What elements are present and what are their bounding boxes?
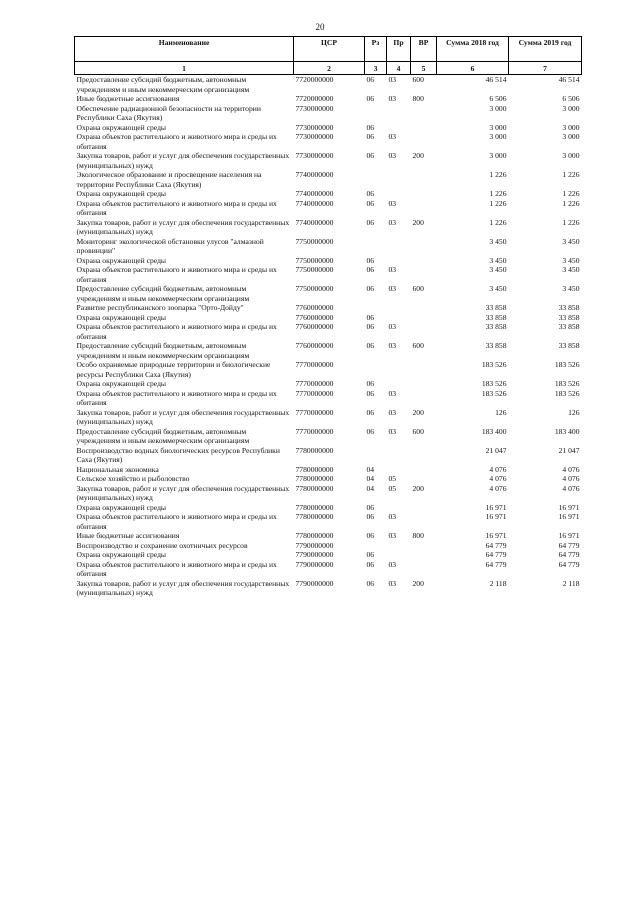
table-row xyxy=(75,265,582,284)
cell-csr: 7730000000 xyxy=(295,122,334,132)
table-row xyxy=(75,408,582,427)
cell-pr xyxy=(387,189,411,199)
cell-sum-2018: 33 858 xyxy=(485,322,507,331)
table-row xyxy=(75,199,582,218)
cell-csr: 7750000000 xyxy=(295,284,334,293)
table-row xyxy=(75,512,582,531)
cell-rz xyxy=(365,170,387,189)
header-sum-2019: Сумма 2019 год xyxy=(509,37,582,62)
cell-sum-2018: 3 450 xyxy=(489,265,507,274)
cell-rz xyxy=(365,303,387,313)
table-row xyxy=(75,484,582,503)
cell-pr xyxy=(387,123,411,133)
cell-name: Особо охраняемые природные территории и биологические ресурсы Республики Саха (Якутия) xyxy=(76,360,271,379)
cell-csr: 7750000000 xyxy=(295,236,334,246)
cell-csr: 7730000000 xyxy=(295,151,334,160)
cell-vr xyxy=(411,123,437,133)
cell-pr: 03 xyxy=(388,407,397,417)
cell-pr: 05 xyxy=(388,474,397,483)
cell-csr: 7770000000 xyxy=(295,388,334,398)
table-row xyxy=(75,360,582,379)
cell-pr: 03 xyxy=(388,151,397,160)
cell-vr: 600 xyxy=(412,341,424,350)
cell-sum-2019: 33 858 xyxy=(558,312,580,322)
cell-pr: 03 xyxy=(388,531,397,540)
cell-sum-2018: 1 226 xyxy=(489,198,507,208)
cell-rz: 06 xyxy=(366,151,375,160)
column-number: 2 xyxy=(294,62,365,75)
cell-pr: 05 xyxy=(388,483,397,493)
cell-csr: 7740000000 xyxy=(295,217,334,227)
header-sum-2018: Сумма 2018 год xyxy=(437,37,509,62)
column-number: 3 xyxy=(365,62,387,75)
cell-rz: 06 xyxy=(366,559,375,569)
cell-vr xyxy=(411,503,437,513)
cell-name: Предоставление субсидий бюджетным, автономным учреждениям и иным некоммерческим организациям xyxy=(76,426,250,445)
cell-csr: 7780000000 xyxy=(295,531,334,540)
cell-pr: 03 xyxy=(388,341,397,350)
cell-sum-2019: 1 226 xyxy=(562,170,580,179)
cell-name: Воспроизводство и сохранение охотничьих ресурсов xyxy=(76,540,248,550)
cell-rz: 04 xyxy=(366,483,375,493)
cell-csr: 7780000000 xyxy=(295,512,334,521)
table-row xyxy=(75,341,582,360)
cell-csr: 7760000000 xyxy=(295,312,334,322)
cell-sum-2019: 46 514 xyxy=(558,75,580,84)
cell-vr xyxy=(411,265,437,284)
cell-vr xyxy=(411,132,437,151)
cell-vr xyxy=(411,360,437,379)
cell-pr: 03 xyxy=(388,265,397,274)
cell-sum-2019: 183 526 xyxy=(554,379,580,388)
cell-sum-2019: 3 450 xyxy=(562,284,580,293)
column-number: 1 xyxy=(75,62,294,75)
cell-sum-2018: 3 000 xyxy=(489,132,507,141)
cell-sum-2018: 1 226 xyxy=(489,217,507,227)
table-row xyxy=(75,379,582,389)
cell-vr: 200 xyxy=(412,407,424,417)
cell-rz: 06 xyxy=(366,255,375,265)
table-row xyxy=(75,104,582,123)
cell-csr: 7720000000 xyxy=(295,75,334,84)
cell-csr: 7740000000 xyxy=(295,198,334,208)
table-row xyxy=(75,218,582,237)
cell-pr xyxy=(387,550,411,560)
table-header xyxy=(75,37,582,75)
cell-vr: 200 xyxy=(412,483,424,493)
cell-csr: 7770000000 xyxy=(295,407,334,417)
cell-pr: 03 xyxy=(388,559,397,569)
table-row xyxy=(75,446,582,465)
column-number: 7 xyxy=(509,62,582,75)
cell-sum-2018: 1 226 xyxy=(489,170,507,179)
cell-sum-2018: 3 450 xyxy=(489,255,507,265)
cell-rz: 06 xyxy=(366,426,375,436)
cell-sum-2019: 1 226 xyxy=(562,217,580,227)
cell-rz: 06 xyxy=(366,75,375,84)
cell-vr: 600 xyxy=(412,426,424,436)
cell-vr: 200 xyxy=(412,578,424,588)
cell-vr xyxy=(411,313,437,323)
cell-vr xyxy=(411,389,437,408)
cell-sum-2019: 64 779 xyxy=(558,559,580,569)
cell-name: Иные бюджетные ассигнования xyxy=(76,531,180,540)
cell-pr xyxy=(387,541,411,551)
cell-rz: 06 xyxy=(366,379,375,388)
cell-sum-2018: 33 858 xyxy=(485,303,507,312)
cell-name: Обеспечение радиационной безопасности на территории Республики Саха (Якутия) xyxy=(76,103,261,122)
table-row xyxy=(75,465,582,475)
cell-name: Сельское хозяйство и рыболовство xyxy=(76,474,190,483)
cell-pr xyxy=(387,237,411,256)
table-row xyxy=(75,313,582,323)
table-row xyxy=(75,322,582,341)
cell-sum-2019: 16 971 xyxy=(558,502,580,512)
cell-name: Охрана объектов растительного и животного мира и среды их обитания xyxy=(76,265,277,284)
cell-pr xyxy=(387,446,411,465)
cell-sum-2019: 3 450 xyxy=(562,265,580,274)
cell-rz: 06 xyxy=(366,502,375,512)
cell-csr: 7790000000 xyxy=(295,578,334,588)
cell-sum-2018: 3 000 xyxy=(489,151,507,160)
cell-csr: 7740000000 xyxy=(295,170,334,179)
cell-pr: 03 xyxy=(388,426,397,436)
cell-csr: 7780000000 xyxy=(295,483,334,493)
cell-sum-2018: 2 118 xyxy=(489,578,507,588)
cell-name: Охрана окружающей среды xyxy=(76,550,167,559)
cell-sum-2019: 4 076 xyxy=(562,474,580,483)
cell-rz: 06 xyxy=(366,312,375,322)
cell-pr: 03 xyxy=(388,75,397,84)
cell-sum-2019: 16 971 xyxy=(558,512,580,521)
cell-rz: 06 xyxy=(366,322,375,331)
cell-sum-2019: 33 858 xyxy=(558,303,580,312)
cell-csr: 7770000000 xyxy=(295,426,334,436)
cell-rz: 06 xyxy=(366,284,375,293)
table-row xyxy=(75,503,582,513)
cell-sum-2018: 21 047 xyxy=(485,445,507,455)
cell-sum-2018: 33 858 xyxy=(485,312,507,322)
cell-csr: 7760000000 xyxy=(295,322,334,331)
cell-name: Закупка товаров, работ и услуг для обеспечения государственных (муниципальных) нужд xyxy=(76,151,290,170)
cell-pr xyxy=(387,465,411,475)
cell-rz: 06 xyxy=(366,531,375,540)
cell-csr: 7770000000 xyxy=(295,360,334,369)
cell-sum-2018: 16 971 xyxy=(485,531,507,540)
cell-name: Национальная экономика xyxy=(76,464,159,474)
cell-rz: 06 xyxy=(366,512,375,521)
cell-rz: 06 xyxy=(366,198,375,208)
column-number: 4 xyxy=(387,62,411,75)
cell-sum-2019: 3 000 xyxy=(562,132,580,141)
cell-pr: 03 xyxy=(388,388,397,398)
cell-sum-2019: 33 858 xyxy=(558,322,580,331)
cell-csr: 7770000000 xyxy=(295,379,334,388)
table-row xyxy=(75,284,582,303)
cell-vr xyxy=(411,474,437,484)
cell-name: Охрана объектов растительного и животного мира и среды их обитания xyxy=(76,132,277,151)
cell-name: Закупка товаров, работ и услуг для обеспечения государственных (муниципальных) нужд xyxy=(76,483,290,502)
cell-vr xyxy=(411,541,437,551)
column-number-row xyxy=(75,62,582,75)
cell-rz: 06 xyxy=(366,94,375,103)
table-row xyxy=(75,531,582,541)
cell-vr: 800 xyxy=(412,531,424,540)
cell-csr: 7760000000 xyxy=(295,341,334,350)
cell-rz: 06 xyxy=(366,189,375,198)
table-row xyxy=(75,123,582,133)
cell-csr: 7740000000 xyxy=(295,189,334,198)
cell-sum-2018: 64 779 xyxy=(485,550,507,559)
cell-sum-2018: 16 971 xyxy=(485,512,507,521)
column-number: 5 xyxy=(411,62,437,75)
cell-csr: 7730000000 xyxy=(295,103,334,113)
cell-csr: 7780000000 xyxy=(295,474,334,483)
cell-name: Охрана объектов растительного и животного мира и среды их обитания xyxy=(76,198,277,217)
cell-pr: 03 xyxy=(388,284,397,293)
cell-name: Охрана окружающей среды xyxy=(76,502,167,512)
cell-sum-2018: 1 226 xyxy=(489,189,507,198)
cell-sum-2018: 3 000 xyxy=(489,103,507,113)
cell-name: Охрана окружающей среды xyxy=(76,312,167,322)
table-row xyxy=(75,579,582,598)
cell-vr xyxy=(411,303,437,313)
table-row xyxy=(75,303,582,313)
cell-pr: 03 xyxy=(388,322,397,331)
cell-name: Закупка товаров, работ и услуг для обеспечения государственных (муниципальных) нужд xyxy=(76,407,290,426)
cell-vr xyxy=(411,550,437,560)
cell-rz xyxy=(365,541,387,551)
cell-csr: 7780000000 xyxy=(295,502,334,512)
table-row xyxy=(75,560,582,579)
cell-pr: 03 xyxy=(388,94,397,103)
cell-vr: 200 xyxy=(412,217,424,227)
cell-vr: 600 xyxy=(412,284,424,293)
cell-rz: 04 xyxy=(366,464,375,474)
cell-csr: 7790000000 xyxy=(295,550,334,559)
cell-pr xyxy=(387,104,411,123)
cell-pr xyxy=(387,360,411,379)
cell-csr: 7750000000 xyxy=(295,255,334,265)
cell-name: Охрана объектов растительного и животного мира и среды их обитания xyxy=(76,322,277,341)
table-row xyxy=(75,427,582,446)
cell-sum-2018: 183 400 xyxy=(481,426,507,436)
cell-rz: 06 xyxy=(366,578,375,588)
cell-pr: 03 xyxy=(388,198,397,208)
cell-vr xyxy=(411,199,437,218)
cell-name: Охрана окружающей среды xyxy=(76,189,167,198)
cell-pr xyxy=(387,313,411,323)
cell-vr xyxy=(411,237,437,256)
cell-name: Экологическое образование и просвещение населения на территории Республики Саха (Якутия) xyxy=(76,170,262,189)
cell-csr: 7790000000 xyxy=(295,540,334,550)
table-row xyxy=(75,94,582,104)
cell-vr xyxy=(411,256,437,266)
cell-vr xyxy=(411,560,437,579)
cell-name: Охрана объектов растительного и животного мира и среды их обитания xyxy=(76,559,277,578)
cell-rz xyxy=(365,446,387,465)
cell-rz: 06 xyxy=(366,388,375,398)
cell-sum-2019: 3 000 xyxy=(562,151,580,160)
cell-vr xyxy=(411,446,437,465)
cell-sum-2019: 64 779 xyxy=(558,550,580,559)
cell-sum-2019: 3 450 xyxy=(562,236,580,246)
cell-name: Охрана объектов растительного и животного мира и среды их обитания xyxy=(76,388,277,407)
table-row xyxy=(75,389,582,408)
cell-vr xyxy=(411,465,437,475)
header-csr: ЦСР xyxy=(294,37,365,62)
cell-rz: 06 xyxy=(366,341,375,350)
cell-sum-2019: 1 226 xyxy=(562,189,580,198)
cell-name: Закупка товаров, работ и услуг для обеспечения государственных (муниципальных) нужд xyxy=(76,217,290,236)
cell-name: Развитие республиканского зоопарка "Орто-Дойду" xyxy=(76,303,244,312)
cell-sum-2018: 3 000 xyxy=(489,122,507,132)
cell-rz xyxy=(365,237,387,256)
cell-sum-2019: 2 118 xyxy=(562,578,580,588)
table-row xyxy=(75,151,582,170)
header-rz: Рз xyxy=(365,37,387,62)
cell-name: Охрана объектов растительного и животного мира и среды их обитания xyxy=(76,512,277,531)
cell-pr xyxy=(387,256,411,266)
column-number: 6 xyxy=(437,62,509,75)
cell-sum-2019: 3 450 xyxy=(562,255,580,265)
table-body xyxy=(75,75,582,598)
cell-sum-2019: 3 000 xyxy=(562,122,580,132)
cell-pr: 03 xyxy=(388,217,397,227)
cell-name: Иные бюджетные ассигнования xyxy=(76,94,180,103)
header-pr: Пр xyxy=(387,37,411,62)
cell-sum-2019: 183 400 xyxy=(554,426,580,436)
cell-sum-2018: 4 076 xyxy=(489,483,507,493)
budget-table xyxy=(74,36,582,598)
cell-sum-2019: 21 047 xyxy=(558,445,580,455)
cell-vr: 600 xyxy=(412,75,424,84)
cell-rz: 06 xyxy=(366,550,375,559)
cell-rz xyxy=(365,104,387,123)
cell-sum-2018: 126 xyxy=(495,407,507,417)
cell-vr xyxy=(411,322,437,341)
cell-rz: 04 xyxy=(366,474,375,483)
cell-sum-2019: 64 779 xyxy=(558,540,580,550)
table-row xyxy=(75,474,582,484)
cell-vr xyxy=(411,104,437,123)
cell-name: Предоставление субсидий бюджетным, автономным учреждениям и иным некоммерческим организациям xyxy=(76,75,250,94)
cell-sum-2018: 183 526 xyxy=(481,379,507,388)
table-row xyxy=(75,237,582,256)
cell-sum-2019: 126 xyxy=(568,407,580,417)
cell-sum-2018: 33 858 xyxy=(485,341,507,350)
cell-vr: 200 xyxy=(412,151,424,160)
table-row xyxy=(75,550,582,560)
cell-sum-2018: 4 076 xyxy=(489,464,507,474)
table-row xyxy=(75,256,582,266)
cell-vr xyxy=(411,170,437,189)
cell-sum-2018: 183 526 xyxy=(481,388,507,398)
cell-csr: 7760000000 xyxy=(295,303,334,312)
cell-pr xyxy=(387,379,411,389)
cell-csr: 7780000000 xyxy=(295,445,334,455)
cell-name: Предоставление субсидий бюджетным, автономным учреждениям и иным некоммерческим организациям xyxy=(76,341,250,360)
cell-rz: 06 xyxy=(366,132,375,141)
cell-sum-2019: 4 076 xyxy=(562,464,580,474)
cell-sum-2019: 6 506 xyxy=(562,94,580,103)
cell-name: Мониторинг экологической обстановки улусов "алмазной провинции" xyxy=(76,236,264,255)
cell-rz: 06 xyxy=(366,265,375,274)
cell-name: Охрана окружающей среды xyxy=(76,379,167,388)
cell-sum-2019: 3 000 xyxy=(562,103,580,113)
cell-sum-2018: 6 506 xyxy=(489,94,507,103)
cell-sum-2019: 16 971 xyxy=(558,531,580,540)
header-vr: ВР xyxy=(411,37,437,62)
cell-vr xyxy=(411,512,437,531)
cell-pr xyxy=(387,503,411,513)
cell-vr: 800 xyxy=(412,94,424,103)
table-row xyxy=(75,75,582,95)
cell-sum-2018: 3 450 xyxy=(489,284,507,293)
cell-name: Предоставление субсидий бюджетным, автономным учреждениям и иным некоммерческим организациям xyxy=(76,284,250,303)
table-row xyxy=(75,189,582,199)
cell-pr: 03 xyxy=(388,578,397,588)
cell-csr: 7720000000 xyxy=(295,94,334,103)
cell-csr: 7780000000 xyxy=(295,464,334,474)
cell-csr: 7790000000 xyxy=(295,559,334,569)
table-row xyxy=(75,170,582,189)
cell-name: Закупка товаров, работ и услуг для обеспечения государственных (муниципальных) нужд xyxy=(76,578,290,597)
table-row xyxy=(75,132,582,151)
cell-vr xyxy=(411,379,437,389)
cell-rz: 06 xyxy=(366,217,375,227)
cell-sum-2018: 3 450 xyxy=(489,236,507,246)
cell-vr xyxy=(411,189,437,199)
cell-rz: 06 xyxy=(366,122,375,132)
cell-csr: 7730000000 xyxy=(295,132,334,141)
cell-pr: 03 xyxy=(388,512,397,521)
cell-pr xyxy=(387,170,411,189)
header-name: Наименование xyxy=(75,37,294,62)
cell-csr: 7750000000 xyxy=(295,265,334,274)
cell-sum-2019: 1 226 xyxy=(562,198,580,208)
cell-pr: 03 xyxy=(388,132,397,141)
cell-name: Охрана окружающей среды xyxy=(76,122,167,132)
cell-sum-2018: 183 526 xyxy=(481,360,507,369)
cell-sum-2018: 64 779 xyxy=(485,559,507,569)
cell-sum-2018: 4 076 xyxy=(489,474,507,483)
cell-name: Воспроизводство водных биологических ресурсов Республики Саха (Якутия) xyxy=(76,445,280,464)
cell-sum-2019: 33 858 xyxy=(558,341,580,350)
cell-sum-2018: 46 514 xyxy=(485,75,507,84)
cell-name: Охрана окружающей среды xyxy=(76,255,167,265)
cell-sum-2019: 183 526 xyxy=(554,360,580,369)
cell-pr xyxy=(387,303,411,313)
table-row xyxy=(75,541,582,551)
cell-sum-2018: 16 971 xyxy=(485,502,507,512)
cell-rz: 06 xyxy=(366,407,375,417)
cell-sum-2019: 4 076 xyxy=(562,483,580,493)
cell-sum-2018: 64 779 xyxy=(485,540,507,550)
cell-rz xyxy=(365,360,387,379)
page-number: 20 xyxy=(315,22,325,32)
cell-sum-2019: 183 526 xyxy=(554,388,580,398)
